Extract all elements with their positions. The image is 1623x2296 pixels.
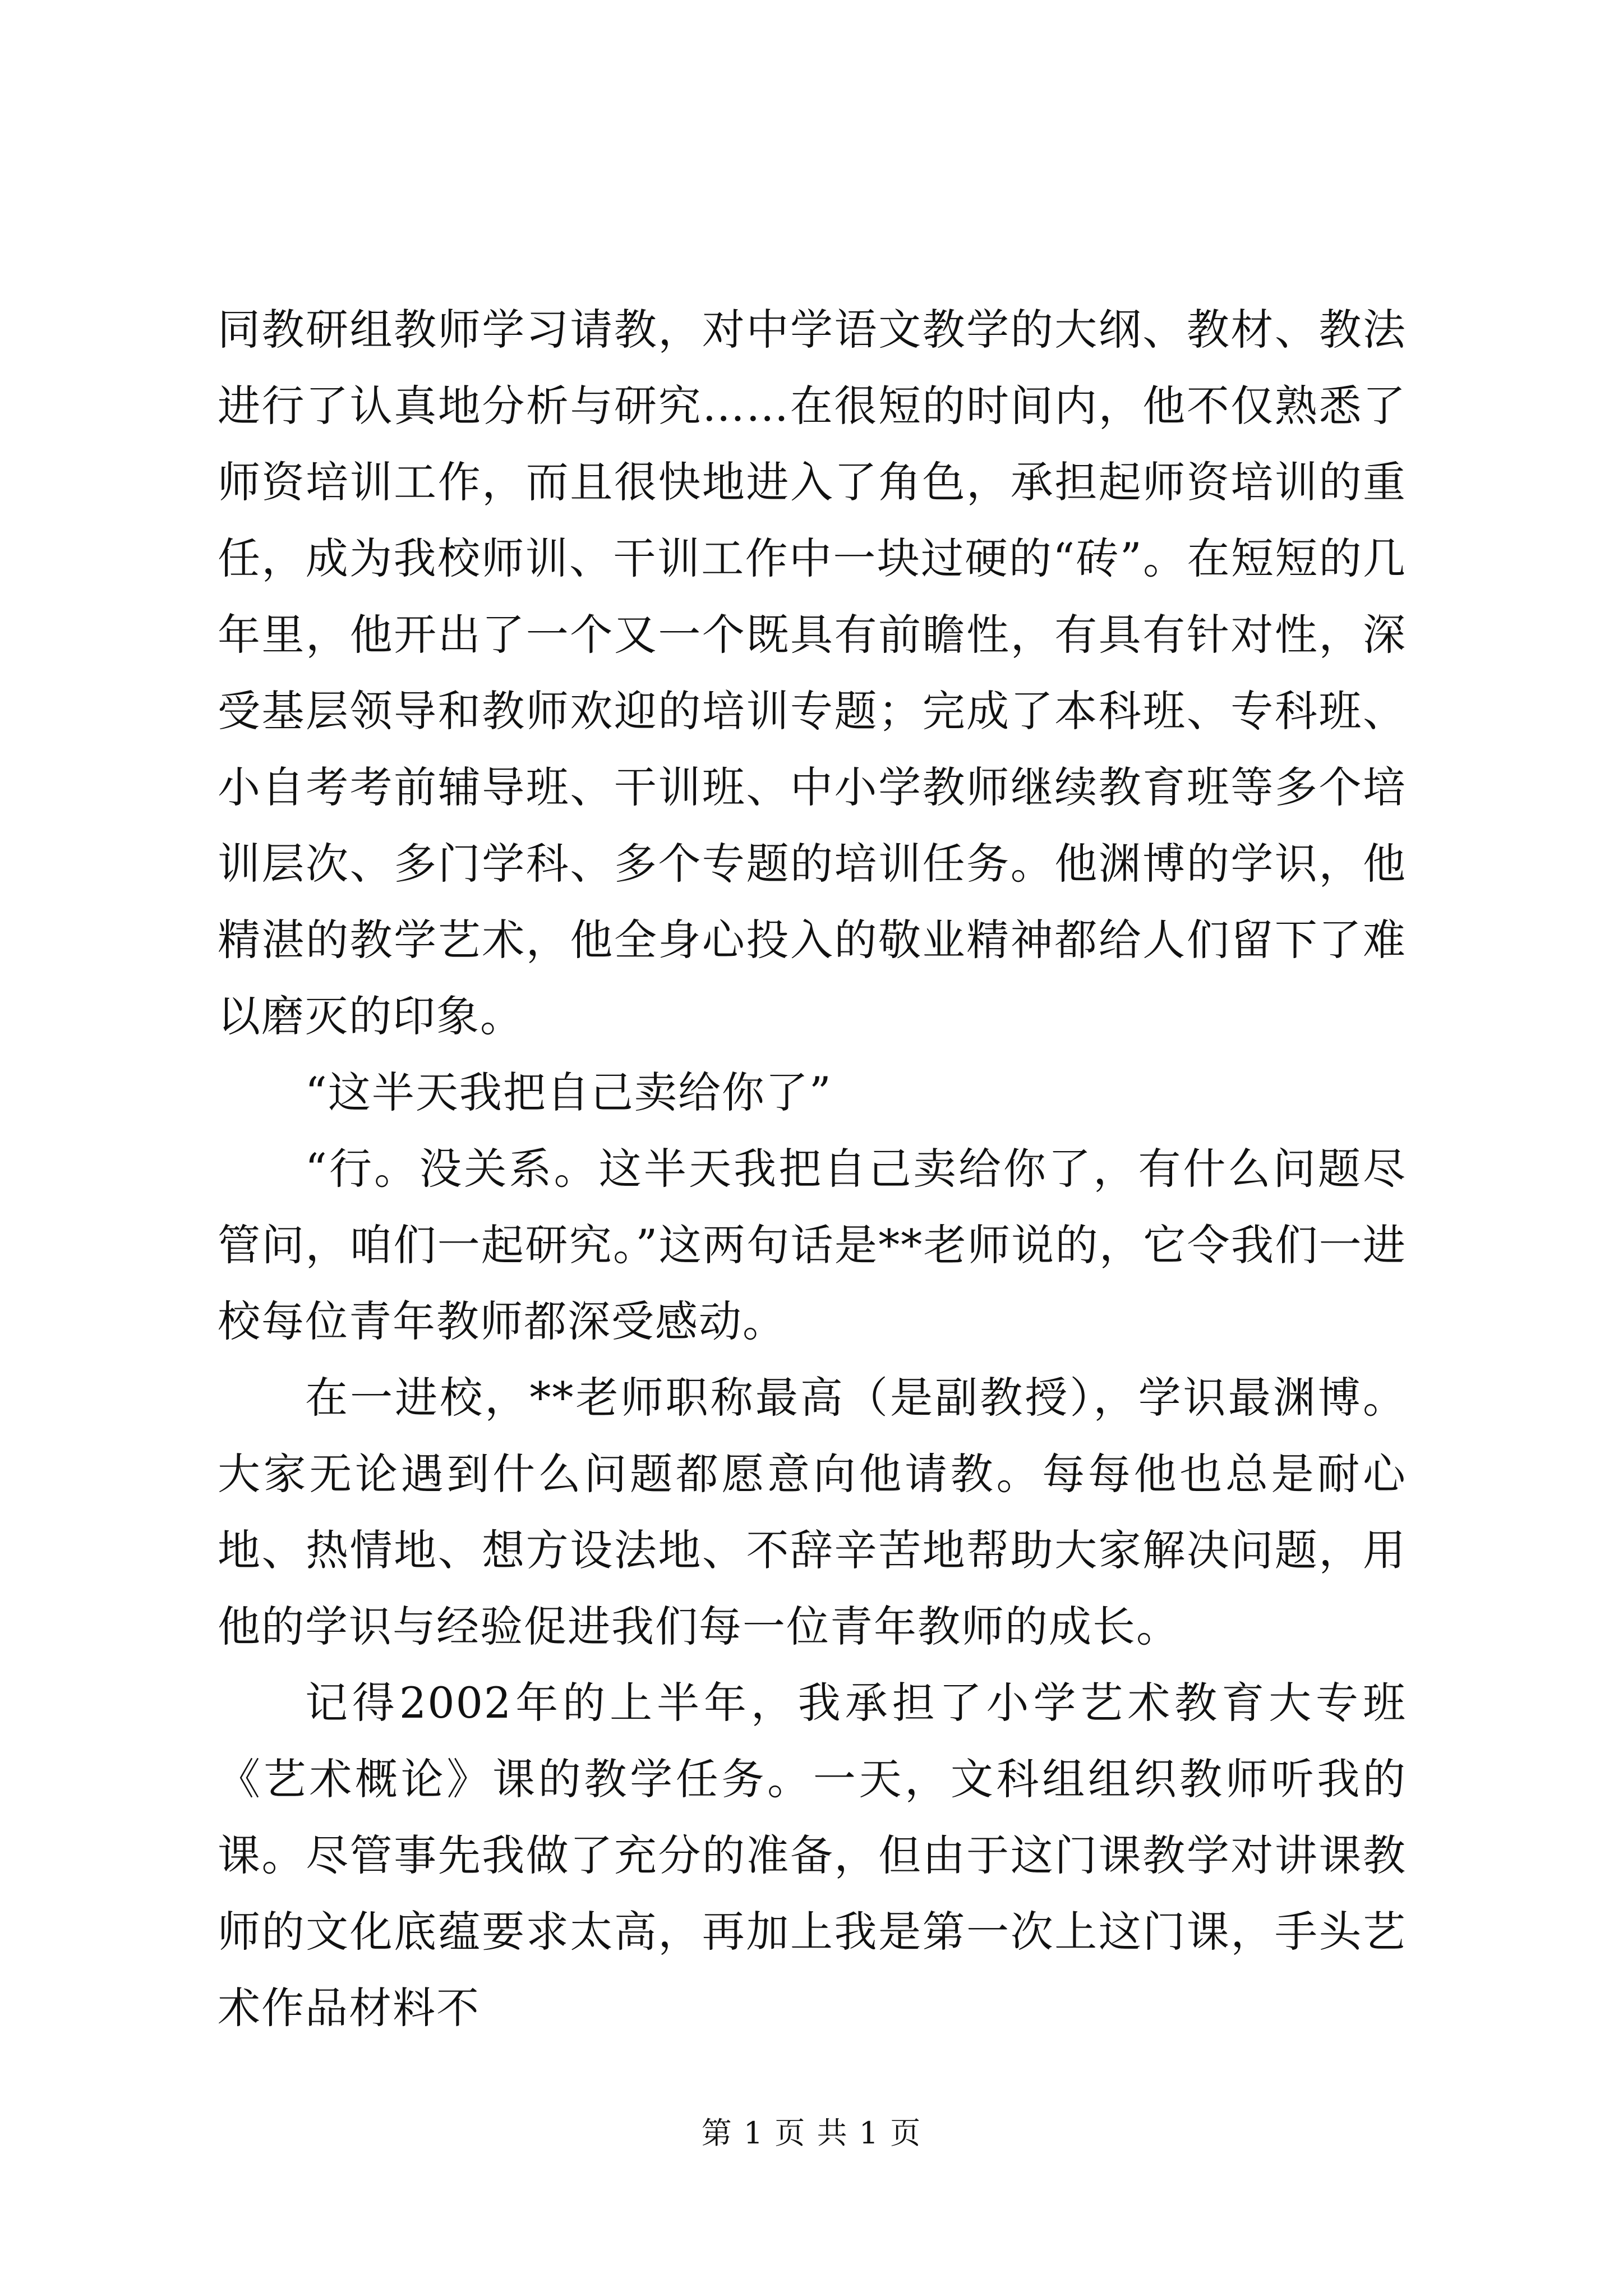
paragraph-2-heading: “这半天我把自己卖给你了” (305, 1068, 832, 1117)
page-footer: 第 1 页 共 1 页 (701, 2115, 922, 2151)
paragraph-1: 同教研组教师学习请教，对中学语文教学的大纲、教材、教法进行了认真地分析与研究……在很短的时间内，他不仅熟悉了师资培训工作，而且很快地进入了角色，承担起师资培训的重任，成为我校师训、干训工作中一块过硬的“砖”。在短短的几年里，他开出了一个又一个既具有前瞻性，有具有针对性，深受基层领导和教师欢迎的培训专题；完成了本科班、专科班、小自考考前辅导班、干训班、中小学教师继续教育班等多个培训层次、多门学科、多个专题的培训任务。他渊博的学识，他精湛的教学艺术，他全身心投入的敬业精神都给人们留下了难以磨灭的印象。 (218, 305, 1407, 1041)
paragraph-3: “行。没关系。这半天我把自己卖给你了，有什么问题尽管问，咱们一起研究。”这两句话是**老师说的，它令我们一进校每位青年教师都深受感动。 (218, 1144, 1407, 1346)
paragraph-4: 在一进校，**老师职称最高（是副教授），学识最渊博。大家无论遇到什么问题都愿意向他请教。每每他也总是耐心地、热情地、想方设法地、不辞辛苦地帮助大家解决问题，用他的学识与经验促进我们每一位青年教师的成长。 (218, 1373, 1407, 1651)
document-body (218, 292, 1407, 2046)
paragraph-5: 记得2002年的上半年，我承担了小学艺术教育大专班《艺术概论》课的教学任务。一天，文科组组织教师听我的课。尽管事先我做了充分的准备，但由于这门课教学对讲课教师的文化底蕴要求太高，再加上我是第一次上这门课，手头艺术作品材料不 (218, 1678, 1407, 2033)
